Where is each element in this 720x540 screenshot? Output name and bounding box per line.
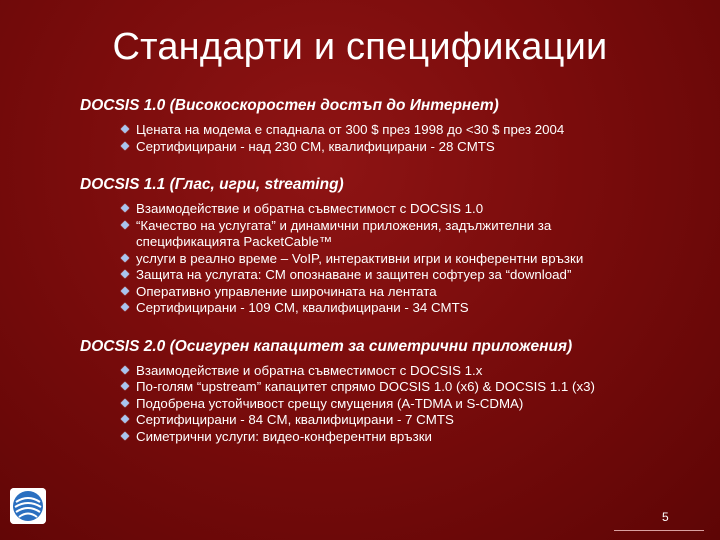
list-item <box>122 267 700 284</box>
list-item <box>122 251 700 268</box>
list-item <box>122 379 700 396</box>
list-item-text: Подобрена устойчивост срещу смущения (A-TDMA и S-CDMA) <box>136 395 524 411</box>
diamond-bullet-icon <box>121 398 129 406</box>
diamond-bullet-icon <box>121 204 129 212</box>
list-item-text: “Качество на услугата” и динамични приложения, задължителни за спецификацията PacketCable™ <box>136 217 552 249</box>
list-item <box>122 412 700 429</box>
section-heading: DOCSIS 1.1 (Глас, игри, streaming) <box>80 176 344 193</box>
list-item-text: Оперативно управление широчината на лентата <box>136 283 437 299</box>
list-item-text: По-голям “upstream” капацитет спрямо DOCSIS 1.0 (x6) & DOCSIS 1.1 (x3) <box>136 379 595 394</box>
list-item <box>122 218 606 251</box>
list-item-text: Сертифицирани - 109 CM, квалифицирани - 34 CMTS <box>136 300 469 315</box>
list-item-text: услуги в реално време – VoIP, интерактивни игри и конферентни връзки <box>136 250 584 266</box>
diamond-bullet-icon <box>121 220 129 228</box>
list-item-text: Взаимодействие и обратна съвместимост с DOCSIS 1.0 <box>136 201 484 216</box>
logo-graphic <box>10 488 46 524</box>
page-number-divider <box>614 530 704 531</box>
list-item <box>122 284 700 301</box>
list-item <box>122 122 700 139</box>
diamond-bullet-icon <box>121 415 129 423</box>
list-item-text: Симетрични услуги: видео-конферентни връзки <box>136 428 432 444</box>
slide-title: Стандарти и спецификации <box>112 26 608 68</box>
list-item-text: Сертифицирани - 84 CM, квалифицирани - 7 CMTS <box>136 412 454 427</box>
diamond-bullet-icon <box>121 125 129 133</box>
section-docsis-2-0 <box>80 337 700 446</box>
section-heading: DOCSIS 2.0 (Осигурен капацитет за симетрични приложения) <box>80 337 573 355</box>
diamond-bullet-icon <box>121 382 129 390</box>
diamond-bullet-icon <box>121 270 129 278</box>
list-item <box>122 300 700 317</box>
diamond-bullet-icon <box>121 141 129 149</box>
diamond-bullet-icon <box>121 303 129 311</box>
bullet-list <box>80 122 700 155</box>
diamond-bullet-icon <box>121 431 129 439</box>
page-number: 5 <box>662 510 669 524</box>
section-docsis-1-1 <box>80 175 700 317</box>
list-item <box>122 363 700 380</box>
diamond-bullet-icon <box>121 253 129 261</box>
list-item <box>122 429 700 446</box>
diamond-bullet-icon <box>121 286 129 294</box>
list-item-text: Защита на услугата: CM опознаване и защитен софтуер за “download” <box>136 267 572 282</box>
list-item-text: Цената на модема е спаднала от 300 $ през 1998 до <30 $ през 2004 <box>136 122 565 137</box>
diamond-bullet-icon <box>121 365 129 373</box>
slide-content <box>80 96 700 445</box>
list-item-text: Сертифицирани - над 230 CM, квалифицирани - 28 CMTS <box>136 138 495 154</box>
bullet-list <box>80 363 700 446</box>
list-item-text: Взаимодействие и обратна съвместимост с DOCSIS 1.x <box>136 362 483 378</box>
logo-icon <box>10 488 46 524</box>
list-item <box>122 396 700 413</box>
bullet-list <box>80 201 700 317</box>
list-item <box>122 201 700 218</box>
list-item <box>122 139 700 156</box>
section-heading: DOCSIS 1.0 (Високоскоростен достъп до Интернет) <box>80 97 499 114</box>
section-docsis-1-0 <box>80 96 700 155</box>
